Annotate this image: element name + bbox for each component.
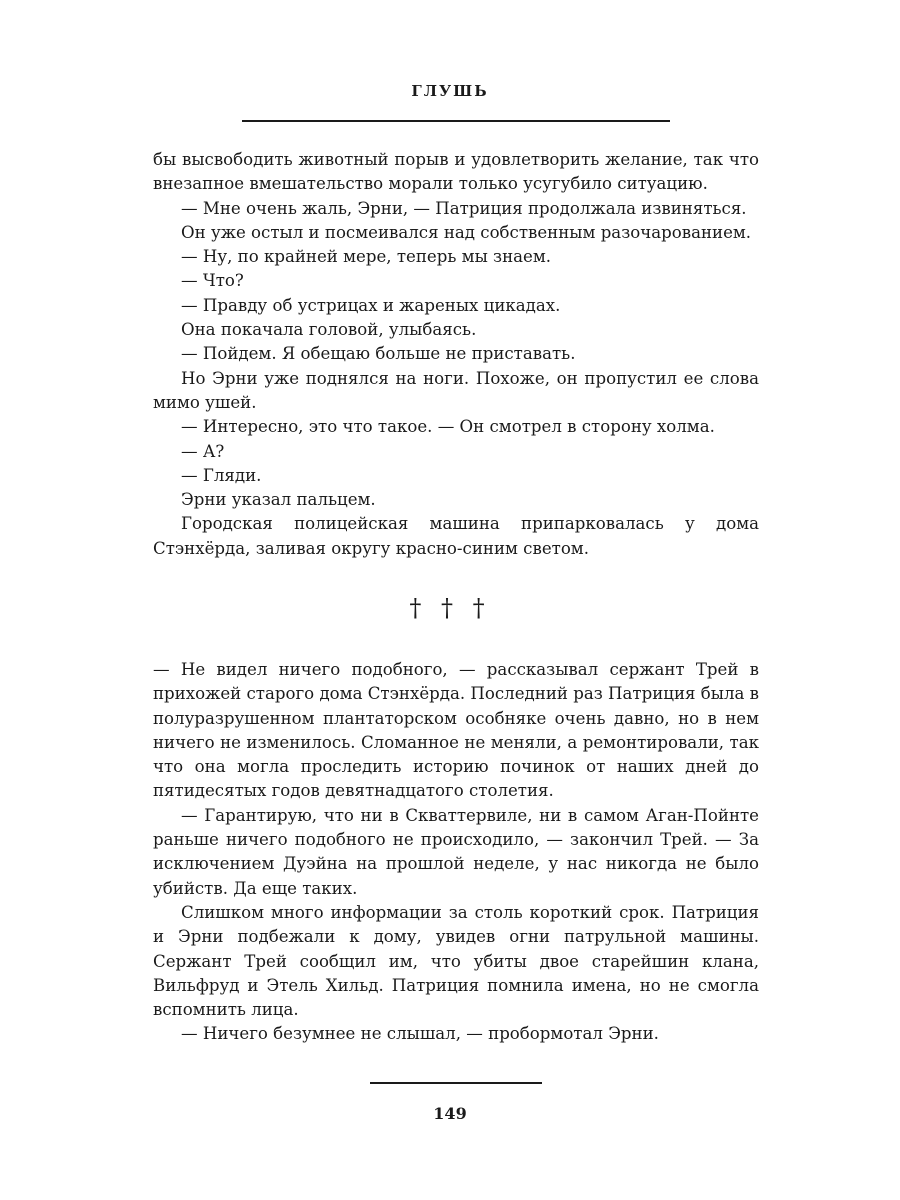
paragraph: Но Эрни уже поднялся на ноги. Похоже, он пропустил ее слова мимо ушей. [153,368,759,412]
paragraph: — А? [181,441,225,461]
paragraph: — Мне очень жаль, Эрни, — Патриция продолжала извиняться. [181,198,747,218]
text-section-1 [153,148,759,561]
footer-rule [370,1082,542,1084]
text-section-2 [153,658,759,1047]
paragraph: бы высвободить животный порыв и удовлетворить желание, так что внезапное вмешательство морали только усугубило ситуацию. [153,150,759,194]
paragraph: Городская полицейская машина припарковалась у дома Стэнхёрда, заливая округу красно-синим светом. [153,514,759,558]
paragraph: — Гляди. [181,465,262,485]
header-rule [242,120,670,122]
running-title: ГЛУШЬ [411,82,489,100]
paragraph: — Что? [181,271,244,291]
paragraph: — Интересно, это что такое. — Он смотрел в сторону холма. [181,417,715,437]
paragraph: — Гарантирую, что ни в Скваттервиле, ни в самом Аган-Пойнте раньше ничего подобного не происходило, — закончил Трей. — За исключением Дуэйна на прошлой неделе, у нас никогда не было убийств. Да еще таких. [153,805,759,898]
paragraph: Она покачала головой, улыбаясь. [181,320,477,340]
paragraph: — Ничего безумнее не слышал, — пробормотал Эрни. [181,1024,659,1044]
page-number: 149 [433,1104,467,1123]
section-separator: † † † [409,594,491,622]
paragraph: Эрни указал пальцем. [181,490,376,510]
paragraph: Он уже остыл и посмеивался над собственным разочарованием. [181,222,752,242]
paragraph: — Не видел ничего подобного, — рассказывал сержант Трей в прихожей старого дома Стэнхёрда. Последний раз Патриция была в полуразрушенном плантаторском особняке очень давно, но в нем ничего не изменилось. Сломанное не меняли, а ремонтировали, так что она могла проследить историю починок от наших дней до пятидесятых годов девятнадцатого столетия. [153,660,759,801]
paragraph: — Ну, по крайней мере, теперь мы знаем. [181,247,552,267]
paragraph: — Правду об устрицах и жареных цикадах. [181,295,561,315]
paragraph: Слишком много информации за столь короткий срок. Патриция и Эрни подбежали к дому, увидев огни патрульной машины. Сержант Трей сообщил им, что убиты двое старейшин клана, Вильфруд и Этель Хильд. Патриция помнила имена, но не смогла вспомнить лица. [153,902,759,1020]
paragraph: — Пойдем. Я обещаю больше не приставать. [181,344,576,364]
